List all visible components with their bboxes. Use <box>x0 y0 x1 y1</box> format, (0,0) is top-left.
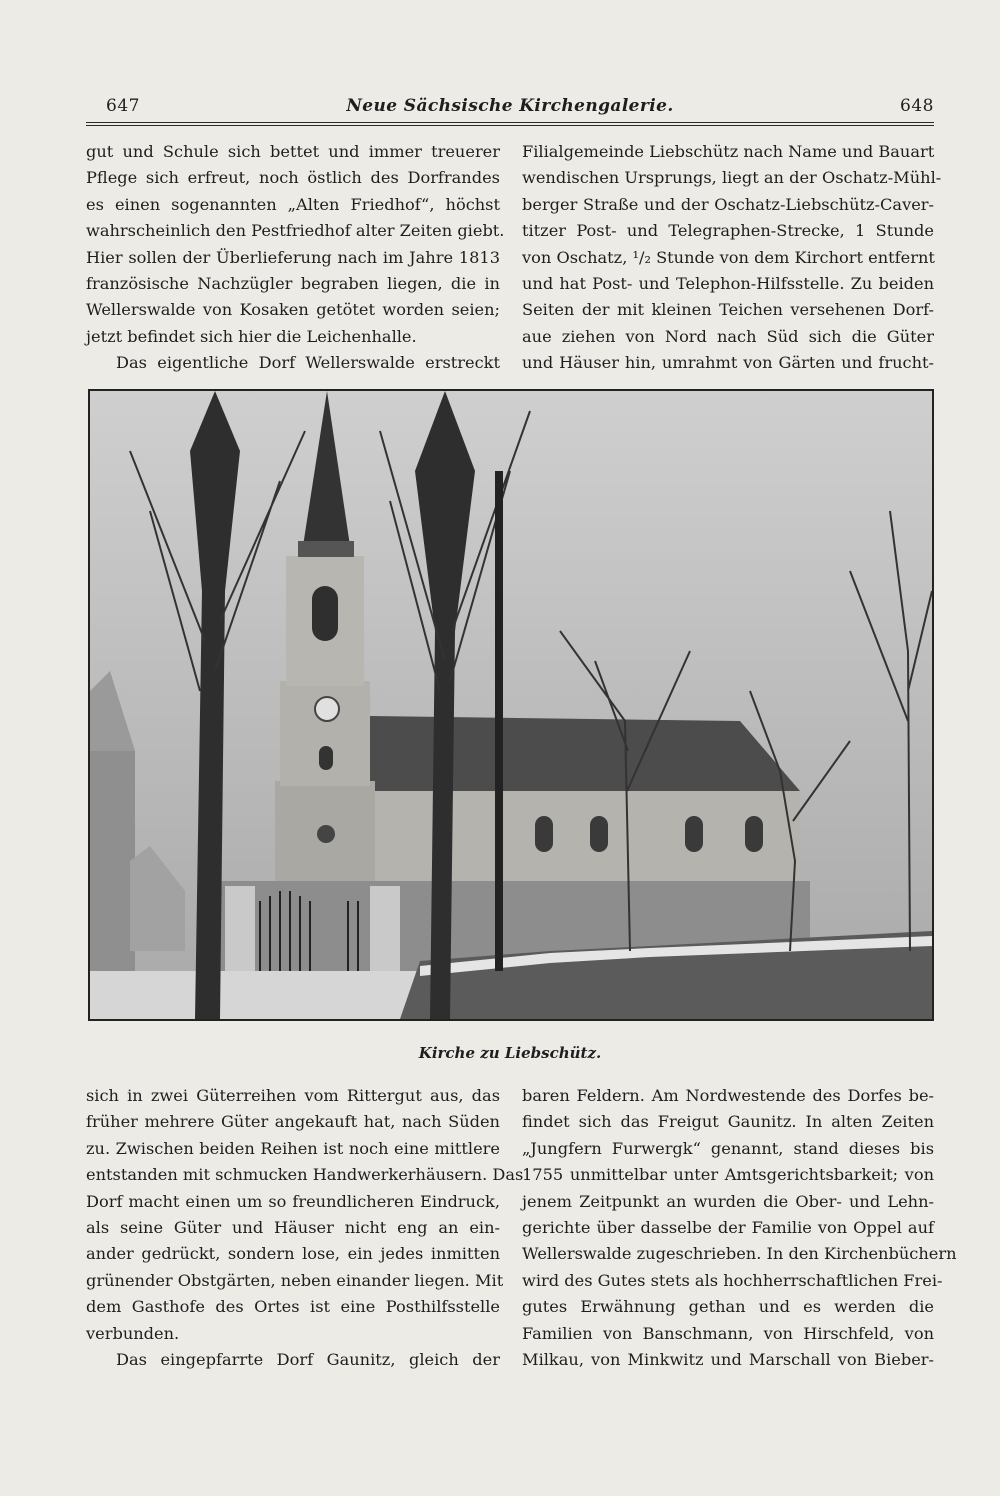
text-line: Das eigentliche Dorf Wellerswalde erstreckt <box>116 353 500 373</box>
column-top-left <box>86 139 505 377</box>
church-photograph <box>88 389 934 1021</box>
text-line: gerichte über dasselbe der Familie von Oppel auf <box>522 1217 934 1237</box>
text-line: und hat Post- und Telephon-Hilfsstelle. Zu beiden <box>522 273 934 293</box>
text-line: wendischen Ursprungs, liegt an der Oschatz-Mühl- <box>522 168 942 188</box>
text-line: Hier sollen der Überlieferung nach im Jahre 1813 <box>86 247 500 267</box>
text-line: Seiten der mit kleinen Teichen versehenen Dorf- <box>522 300 934 320</box>
text-line: berger Straße und der Oschatz-Liebschütz-Caver- <box>522 194 934 214</box>
text-line: Filialgemeinde Liebschütz nach Name und Bauart <box>522 142 935 161</box>
text-line: jetzt befindet sich hier die Leichenhalle. <box>86 326 417 346</box>
text-line: dem Gasthofe des Ortes ist eine Posthilfsstelle <box>86 1297 500 1317</box>
text-line: findet sich das Freigut Gaunitz. In alten Zeiten <box>522 1112 934 1132</box>
text-line: Familien von Banschmann, von Hirschfeld, von <box>522 1323 934 1343</box>
text-line: gutes Erwähnung gethan und es werden die <box>522 1297 934 1317</box>
page-number-left: 647 <box>106 96 140 116</box>
text-line: wahrscheinlich den Pestfriedhof alter Zeiten giebt. <box>86 221 505 241</box>
text-line: baren Feldern. Am Nordwestende des Dorfes be- <box>522 1086 934 1105</box>
text-line: Pflege sich erfreut, noch östlich des Dorfrandes <box>86 168 500 188</box>
text-line: verbunden. <box>86 1323 180 1343</box>
running-title: Neue Sächsische Kirchengalerie. <box>346 96 674 116</box>
header-rule-double <box>86 125 934 126</box>
text-line: als seine Güter und Häuser nicht eng an ein- <box>86 1217 500 1237</box>
text-line: Milkau, von Minkwitz und Marschall von Bieber- <box>522 1349 934 1369</box>
text-line: Dorf macht einen um so freundlicheren Eindruck, <box>86 1191 500 1211</box>
column-top-right <box>522 139 942 377</box>
figure-caption: Kirche zu Liebschütz. <box>418 1044 602 1062</box>
text-line: gut und Schule sich bettet und immer treuerer <box>86 142 500 161</box>
text-line: entstanden mit schmucken Handwerkerhäusern. Das <box>86 1165 524 1185</box>
text-line: wird des Gutes stets als hochherrschaftlichen Frei- <box>522 1270 943 1290</box>
text-line: zu. Zwischen beiden Reihen ist noch eine mittlere <box>86 1138 500 1158</box>
text-line: 1755 unmittelbar unter Amtsgerichtsbarkeit; von <box>522 1165 934 1185</box>
church-illustration <box>90 391 932 1019</box>
text-line: „Jungfern Furwergk“ genannt, stand dieses bis <box>522 1138 934 1158</box>
header-rule <box>86 122 934 123</box>
text-line: Wellerswalde von Kosaken getötet worden seien; <box>86 300 500 320</box>
text-line: französische Nachzügler begraben liegen, die in <box>86 273 500 293</box>
column-bottom-right <box>522 1083 957 1373</box>
text-line: es einen sogenannten „Alten Friedhof“, höchst <box>86 194 500 214</box>
text-line: jenem Zeitpunkt an wurden die Ober- und Lehn- <box>522 1191 934 1211</box>
text-line: und Häuser hin, umrahmt von Gärten und frucht- <box>522 353 934 373</box>
text-line: grünender Obstgärten, neben einander liegen. Mit <box>86 1270 504 1290</box>
column-bottom-left <box>86 1083 524 1373</box>
text-line: früher mehrere Güter angekauft hat, nach Süden <box>86 1112 500 1132</box>
running-header <box>86 96 934 124</box>
text-line: sich in zwei Güterreihen vom Rittergut aus, das <box>86 1086 500 1105</box>
text-line: Das eingepfarrte Dorf Gaunitz, gleich der <box>116 1349 500 1369</box>
page-number-right: 648 <box>900 96 934 116</box>
text-line: aue ziehen von Nord nach Süd sich die Güter <box>522 326 934 346</box>
text-line: Wellerswalde zugeschrieben. In den Kirchenbüchern <box>522 1244 957 1264</box>
text-line: titzer Post- und Telegraphen-Strecke, 1 Stunde <box>522 221 934 241</box>
text-line: ander gedrückt, sondern lose, ein jedes inmitten <box>86 1244 500 1264</box>
text-line: von Oschatz, ¹/₂ Stunde von dem Kirchort entfernt <box>522 247 935 267</box>
